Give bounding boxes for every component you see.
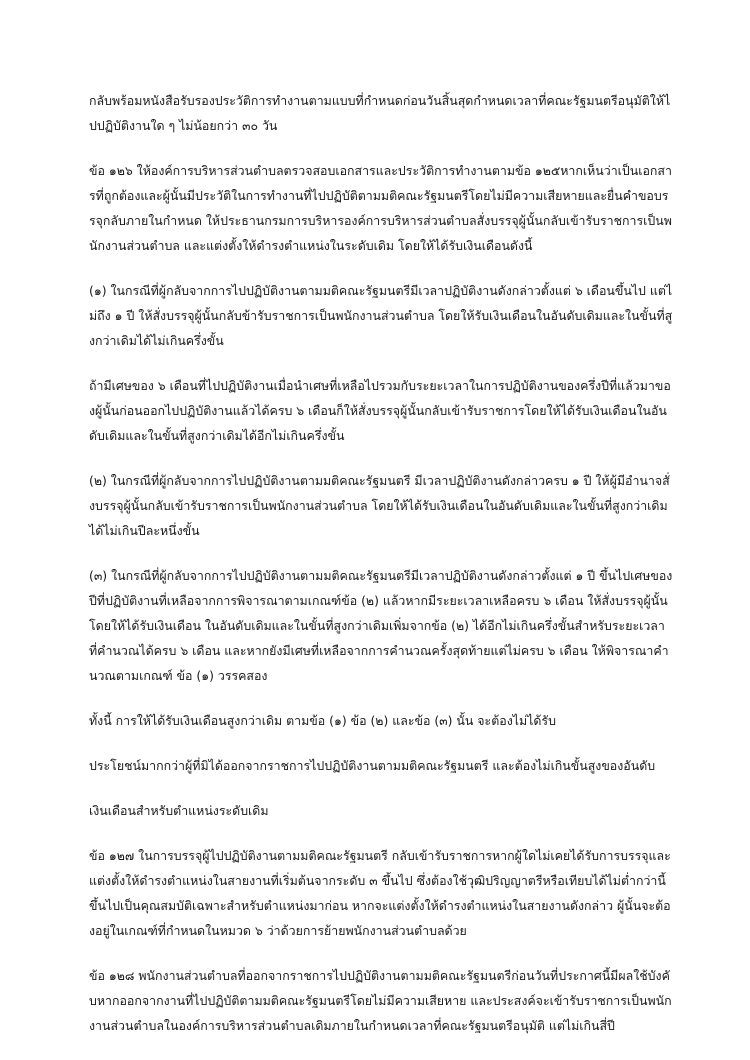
paragraph-gap bbox=[89, 688, 673, 708]
paragraph-gap bbox=[89, 353, 673, 373]
paragraph-gap bbox=[89, 258, 673, 278]
paragraph-item-1-remainder: ถ้ามีเศษของ ๖ เดือนที่ไปปฏิบัติงานเมื่อนำเศษที่เหลือไปรวมกับระยะเวลาในการปฏิบัติงานของครึ่งปีที่แล้วมาของผู้นั้นก่อนออกไปปฏิบัติงานแล้วได้ครบ ๖ เดือนก็ให้สั่งบรรจุผู้นั้นกลับเข้ารับราชการโดยให้ได้รับเงินเดือนในอันดับเดิมและในขั้นที่สูงกว่าเดิมได้อีกไม่เกินครึ่งขั้น bbox=[89, 378, 671, 443]
paragraph-gap bbox=[89, 448, 673, 468]
paragraph-gap bbox=[89, 543, 673, 563]
paragraph-limit-note: ทั้งนี้ การให้ได้รับเงินเดือนสูงกว่าเดิม ตามข้อ (๑) ข้อ (๒) และข้อ (๓) นั้น จะต้องไม่ได้รับ bbox=[89, 713, 556, 728]
paragraph-item-2: (๒) ในกรณีที่ผู้กลับจากการไปปฏิบัติงานตามมติคณะรัฐมนตรี มีเวลาปฏิบัติงานดังกล่าวครบ ๑ ปี ให้ผู้มีอำนาจสั่งบรรจุผู้นั้นกลับเข้ารับราชการเป็นพนักงานส่วนตำบล โดยให้ได้รับเงินเดือนในอันดับเดิมและในขั้นที่สูงกว่าเดิมได้ไม่เกินปีละหนึ่งขั้น bbox=[89, 473, 670, 538]
paragraph-article-127: ข้อ ๑๒๗ ในการบรรจุผู้ไปปฏิบัติงานตามมติคณะรัฐมนตรี กลับเข้ารับราชการหากผู้ใดไม่เคยได้รับการบรรจุและแต่งตั้งให้ดำรงตำแหน่งในสายงานที่เริ่มต้นจากระดับ ๓ ขึ้นไป ซึ่งต้องใช้วุฒิปริญญาตรีหรือเทียบได้ไม่ต่ำกว่านี้ขึ้นไปเป็นคุณสมบัติเฉพาะสำหรับตำแหน่งมาก่อน หากจะแต่งตั้งให้ดำรงตำแหน่งในสายงานดังกล่าว ผู้นั้นจะต้องอยู่ในเกณฑ์ที่กำหนดในหมวด ๖ ว่าด้วยการย้ายพนักงานส่วนตำบลด้วย bbox=[89, 848, 671, 938]
paragraph-item-1: (๑) ในกรณีที่ผู้กลับจากการไปปฏิบัติงานตามมติคณะรัฐมนตรีมีเวลาปฏิบัติงานดังกล่าวตั้งแต่ ๖ เดือนขึ้นไป แต่ไม่ถึง ๑ ปี ให้สั่งบรรจุผู้นั้นกลับข้ารับราชการเป็นพนักงานส่วนตำบล โดยให้รับเงินเดือนในอันดับเดิมและในขั้นที่สูงกว่าเดิมได้ไม่เกินครึ่งขั้น bbox=[89, 283, 673, 348]
document-body bbox=[89, 88, 673, 1038]
paragraph-limit-note-cont: ประโยชน์มากกว่าผู้ที่มิได้ออกจากราชการไปปฏิบัติงานตามมติคณะรัฐมนตรี และต้องไม่เกินขั้นสูงของอันดับ bbox=[89, 758, 656, 773]
paragraph-article-128: ข้อ ๑๒๘ พนักงานส่วนตำบลที่ออกจากราชการไปปฏิบัติงานตามมติคณะรัฐมนตรีก่อนวันที่ประกาศนี้มีผลใช้บังคับหากออกจากงานที่ไปปฏิบัติตามมติคณะรัฐมนตรีโดยไม่มีความเสียหาย และประสงค์จะเข้ารับราชการเป็นพนักงานส่วนตำบลในองค์การบริหารส่วนตำบลเดิมภายในกำหนดเวลาที่คณะรัฐมนตรีอนุมัติ แต่ไม่เกินสี่ปี bbox=[89, 968, 672, 1033]
paragraph-item-3: (๓) ในกรณีที่ผู้กลับจากการไปปฏิบัติงานตามมติคณะรัฐมนตรีมีเวลาปฏิบัติงานดังกล่าวตั้งแต่ ๑ ปี ขึ้นไปเศษของปีที่ปฏิบัติงานที่เหลือจากการพิจารณาตามเกณฑ์ข้อ (๒) แล้วหากมีระยะเวลาเหลือครบ ๖ เดือน ให้สั่งบรรจุผู้นั้นโดยให้ได้รับเงินเดือน ในอันดับเดิมและในขั้นที่สูงกว่าเดิมเพิ่มจากข้อ (๒) ได้อีกไม่เกินครึ่งขั้นสำหรับระยะเวลาที่คำนวณได้ครบ ๖ เดือน และหากยังมีเศษที่เหลือจากการคำนวณครั้งสุดท้ายแต่ไม่ครบ ๖ เดือน ให้พิจารณาคำนวณตามเกณฑ์ ข้อ (๑) วรรคสอง bbox=[89, 568, 673, 683]
paragraph-limit-note-end: เงินเดือนสำหรับตำแหน่งระดับเดิม bbox=[89, 803, 269, 818]
paragraph-gap bbox=[89, 943, 673, 963]
paragraph-gap bbox=[89, 778, 673, 798]
paragraph-continuation: กลับพร้อมหนังสือรับรองประวัติการทำงานตามแบบที่กำหนดก่อนวันสิ้นสุดกำหนดเวลาที่คณะรัฐมนตรีอนุมัติให้ไปปฏิบัติงานใด ๆ ไม่น้อยกว่า ๓๐ วัน bbox=[89, 93, 671, 133]
paragraph-gap bbox=[89, 138, 673, 158]
paragraph-gap bbox=[89, 823, 673, 843]
paragraph-article-126: ข้อ ๑๒๖ ให้องค์การบริหารส่วนตำบลตรวจสอบเอกสารและประวัติการทำงานตามข้อ ๑๒๕หากเห็นว่าเป็นเอกสารที่ถูกต้องและผู้นั้นมีประวัติในการทำงานที่ไปปฏิบัติตามมติคณะรัฐมนตรีโดยไม่มีความเสียหายและยื่นคำขอบรรจุกลับภายในกำหนด ให้ประธานกรมการบริหารองค์การบริหารส่วนตำบลสั่งบรรจุผู้นั้นกลับเข้ารับราชการเป็นพนักงานส่วนตำบล และแต่งตั้งให้ดำรงตำแหน่งในระดับเดิม โดยให้ได้รับเงินเดือนดังนี้ bbox=[89, 163, 672, 253]
paragraph-gap bbox=[89, 733, 673, 753]
